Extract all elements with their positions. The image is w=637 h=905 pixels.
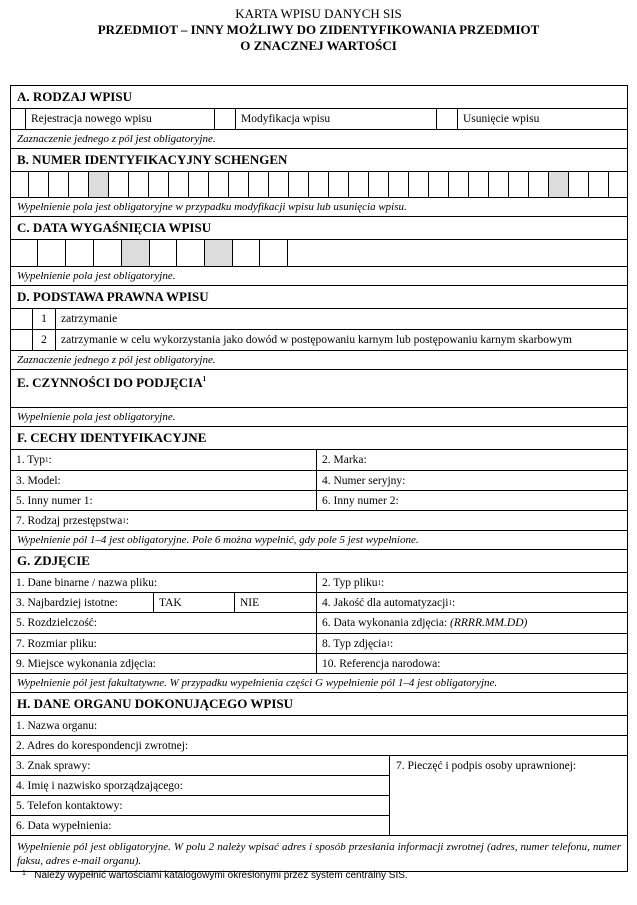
schengen-id-box[interactable] xyxy=(249,172,269,197)
schengen-id-box[interactable] xyxy=(469,172,489,197)
form-title-line3: O ZNACZNEJ WARTOŚCI xyxy=(240,38,397,53)
section-g-row-5 xyxy=(11,654,627,674)
expiry-date-box[interactable] xyxy=(66,240,94,266)
checkbox-legal-basis-1[interactable] xyxy=(11,309,33,329)
section-h-note: Wypełnienie pól jest obligatoryjne. W polu 2 należy wpisać adres i sposób przesłania informacji zwrotnej (adres, numer telefonu, numer faksu, adres e-mail organu). xyxy=(11,836,627,872)
section-g-header: G. ZDJĘCIE xyxy=(11,550,627,573)
field-most-relevant-label: 3. Najbardziej istotne: xyxy=(11,593,154,612)
section-f-header: F. CECHY IDENTYFIKACYJNE xyxy=(11,427,627,450)
option-modify-entry-label: Modyfikacja wpisu xyxy=(236,109,437,129)
section-e-title: E. CZYNNOŚCI DO PODJĘCIA xyxy=(17,375,203,390)
section-a-note: Zaznaczenie jednego z pól jest obligatoryjne. xyxy=(11,130,627,149)
section-g-row-3 xyxy=(11,613,627,634)
field-photo-type[interactable]: 8. Typ zdjęcia 1 : xyxy=(322,637,394,650)
section-c-header: C. DATA WYGAŚNIĘCIA WPISU xyxy=(11,217,627,240)
section-a-options xyxy=(11,109,627,130)
option-new-entry-label: Rejestracja nowego wpisu xyxy=(26,109,215,129)
section-d-note: Zaznaczenie jednego z pól jest obligatoryjne. xyxy=(11,351,627,370)
field-fill-date[interactable]: 6. Data wypełnienia: xyxy=(16,819,112,832)
schengen-id-box[interactable] xyxy=(329,172,349,197)
legal-basis-option-1 xyxy=(11,309,627,330)
field-other-number-1[interactable]: 5. Inny numer 1: xyxy=(11,491,317,510)
form-title-line2: PRZEDMIOT – INNY MOŻLIWY DO ZIDENTYFIKOWANIA PRZEDMIOT xyxy=(97,22,540,37)
section-a-header: A. RODZAJ WPISU xyxy=(11,86,627,109)
field-brand[interactable]: 2. Marka: xyxy=(322,454,367,466)
schengen-id-box[interactable] xyxy=(209,172,229,197)
schengen-id-box[interactable] xyxy=(69,172,89,197)
schengen-id-box[interactable] xyxy=(609,172,627,197)
option-most-relevant-no[interactable]: NIE xyxy=(235,593,317,612)
section-f-row-2 xyxy=(11,471,627,491)
field-stamp-signature[interactable]: 7. Pieczęć i podpis osoby uprawnionej: xyxy=(396,760,577,772)
schengen-id-box[interactable] xyxy=(49,172,69,197)
legal-basis-2-label: zatrzymanie w celu wykorzystania jako dowód w postępowaniu karnym lub postępowaniu karnym skarbowym xyxy=(61,334,572,346)
schengen-id-box[interactable] xyxy=(109,172,129,197)
schengen-id-separator xyxy=(89,172,109,197)
expiry-date-separator xyxy=(122,240,150,266)
expiry-date-box[interactable] xyxy=(150,240,177,266)
field-offence-type[interactable]: 7. Rodzaj przestępstwa 1 : xyxy=(11,511,627,531)
expiry-date-box[interactable] xyxy=(260,240,288,266)
section-d-header: D. PODSTAWA PRAWNA WPISU xyxy=(11,286,627,309)
schengen-id-box[interactable] xyxy=(309,172,329,197)
schengen-id-box[interactable] xyxy=(149,172,169,197)
checkbox-delete-entry[interactable] xyxy=(437,109,458,129)
section-f-note: Wypełnienie pól 1–4 jest obligatoryjne. Pole 6 można wypełnić, gdy pole 5 jest wypełnione. xyxy=(11,531,627,550)
legal-basis-1-number: 1 xyxy=(33,309,56,329)
schengen-id-box[interactable] xyxy=(589,172,609,197)
section-b-header: B. NUMER IDENTYFIKACYJNY SCHENGEN xyxy=(11,149,627,172)
schengen-id-box[interactable] xyxy=(449,172,469,197)
field-file-size[interactable]: 7. Rozmiar pliku: xyxy=(11,634,317,653)
form-table xyxy=(10,85,628,872)
field-serial-number[interactable]: 4. Numer seryjny: xyxy=(322,474,406,487)
schengen-id-separator xyxy=(549,172,569,197)
legal-basis-1-label: zatrzymanie xyxy=(61,313,118,325)
section-h-header: H. DANE ORGANU DOKONUJĄCEGO WPISU xyxy=(11,693,627,716)
section-g-row-1 xyxy=(11,573,627,593)
expiry-date-box[interactable] xyxy=(11,240,38,266)
schengen-id-box[interactable] xyxy=(369,172,389,197)
schengen-id-box[interactable] xyxy=(569,172,589,197)
field-file-type[interactable]: 2. Typ pliku 1 : xyxy=(322,576,385,589)
schengen-id-box[interactable] xyxy=(11,172,29,197)
photo-date-format: (RRRR.MM.DD) xyxy=(450,617,528,629)
field-national-reference[interactable]: 10. Referencja narodowa: xyxy=(322,657,441,670)
schengen-id-boxes[interactable] xyxy=(11,172,627,198)
schengen-id-box[interactable] xyxy=(489,172,509,197)
legal-basis-option-2 xyxy=(11,330,627,351)
expiry-date-box[interactable] xyxy=(177,240,205,266)
section-e-footnote-mark: 1 xyxy=(202,375,207,383)
field-authority-name[interactable]: 1. Nazwa organu: xyxy=(11,716,627,736)
option-most-relevant-yes[interactable]: TAK xyxy=(154,593,235,612)
field-return-address[interactable]: 2. Adres do korespondencji zwrotnej: xyxy=(11,736,627,756)
schengen-id-box[interactable] xyxy=(349,172,369,197)
section-e-field[interactable] xyxy=(11,370,627,408)
expiry-date-separator xyxy=(205,240,233,266)
schengen-id-box[interactable] xyxy=(429,172,449,197)
schengen-id-box[interactable] xyxy=(529,172,549,197)
section-g-row-2 xyxy=(11,593,627,613)
schengen-id-box[interactable] xyxy=(269,172,289,197)
option-delete-entry-label: Usunięcie wpisu xyxy=(463,113,540,125)
expiry-date-box[interactable] xyxy=(233,240,260,266)
section-h-left-fields xyxy=(11,756,390,835)
footnote xyxy=(22,870,408,881)
field-binary-data-filename[interactable]: 1. Dane binarne / nazwa pliku: xyxy=(11,573,317,592)
field-preparer-name[interactable]: 4. Imię i nazwisko sporządzającego: xyxy=(11,776,389,796)
checkbox-new-entry[interactable] xyxy=(11,109,26,129)
legal-basis-2-number: 2 xyxy=(33,330,56,350)
section-e-note: Wypełnienie pola jest obligatoryjne. xyxy=(11,408,627,427)
schengen-id-box[interactable] xyxy=(409,172,429,197)
section-f-row-3 xyxy=(11,491,627,511)
field-other-number-2[interactable]: 6. Inny numer 2: xyxy=(322,494,399,507)
field-photo-date[interactable]: 6. Data wykonania zdjęcia: (RRRR.MM.DD) xyxy=(322,617,528,629)
section-c-note: Wypełnienie pola jest obligatoryjne. xyxy=(11,267,627,286)
schengen-id-box[interactable] xyxy=(389,172,409,197)
schengen-id-box[interactable] xyxy=(229,172,249,197)
footnote-mark: 1 xyxy=(22,870,26,877)
section-h-lower xyxy=(11,756,627,836)
schengen-id-box[interactable] xyxy=(169,172,189,197)
form-title-line1: KARTA WPISU DANYCH SIS xyxy=(235,6,402,21)
schengen-id-box[interactable] xyxy=(289,172,309,197)
footnote-text: Należy wypełnić wartościami katalogowymi określonymi przez system centralny SIS. xyxy=(34,870,408,881)
checkbox-legal-basis-2[interactable] xyxy=(11,330,33,350)
section-g-note: Wypełnienie pól jest fakultatywne. W przypadku wypełnienia części G wypełnienie pól 1–4 jest obligatoryjne. xyxy=(11,674,627,693)
section-b-note: Wypełnienie pola jest obligatoryjne w przypadku modyfikacji wpisu lub usunięcia wpisu. xyxy=(11,198,627,217)
field-case-reference[interactable]: 3. Znak sprawy: xyxy=(11,756,389,776)
field-photo-location[interactable]: 9. Miejsce wykonania zdjęcia: xyxy=(11,654,317,673)
field-model[interactable]: 3. Model: xyxy=(11,471,317,490)
schengen-id-box[interactable] xyxy=(189,172,209,197)
expiry-date-box[interactable] xyxy=(38,240,66,266)
checkbox-modify-entry[interactable] xyxy=(215,109,236,129)
field-contact-phone[interactable]: 5. Telefon kontaktowy: xyxy=(11,796,389,816)
schengen-id-box[interactable] xyxy=(29,172,49,197)
schengen-id-box[interactable] xyxy=(509,172,529,197)
field-resolution[interactable]: 5. Rozdzielczość: xyxy=(11,613,317,633)
schengen-id-box[interactable] xyxy=(129,172,149,197)
section-f-row-1 xyxy=(11,450,627,471)
expiry-date-boxes[interactable] xyxy=(11,240,627,267)
expiry-date-box[interactable] xyxy=(94,240,122,266)
section-g-row-4 xyxy=(11,634,627,654)
field-automation-quality[interactable]: 4. Jakość dla automatyzacji 1 : xyxy=(322,596,456,609)
field-type[interactable]: 1. Typ 1 : xyxy=(11,450,317,470)
form-header xyxy=(0,6,637,54)
